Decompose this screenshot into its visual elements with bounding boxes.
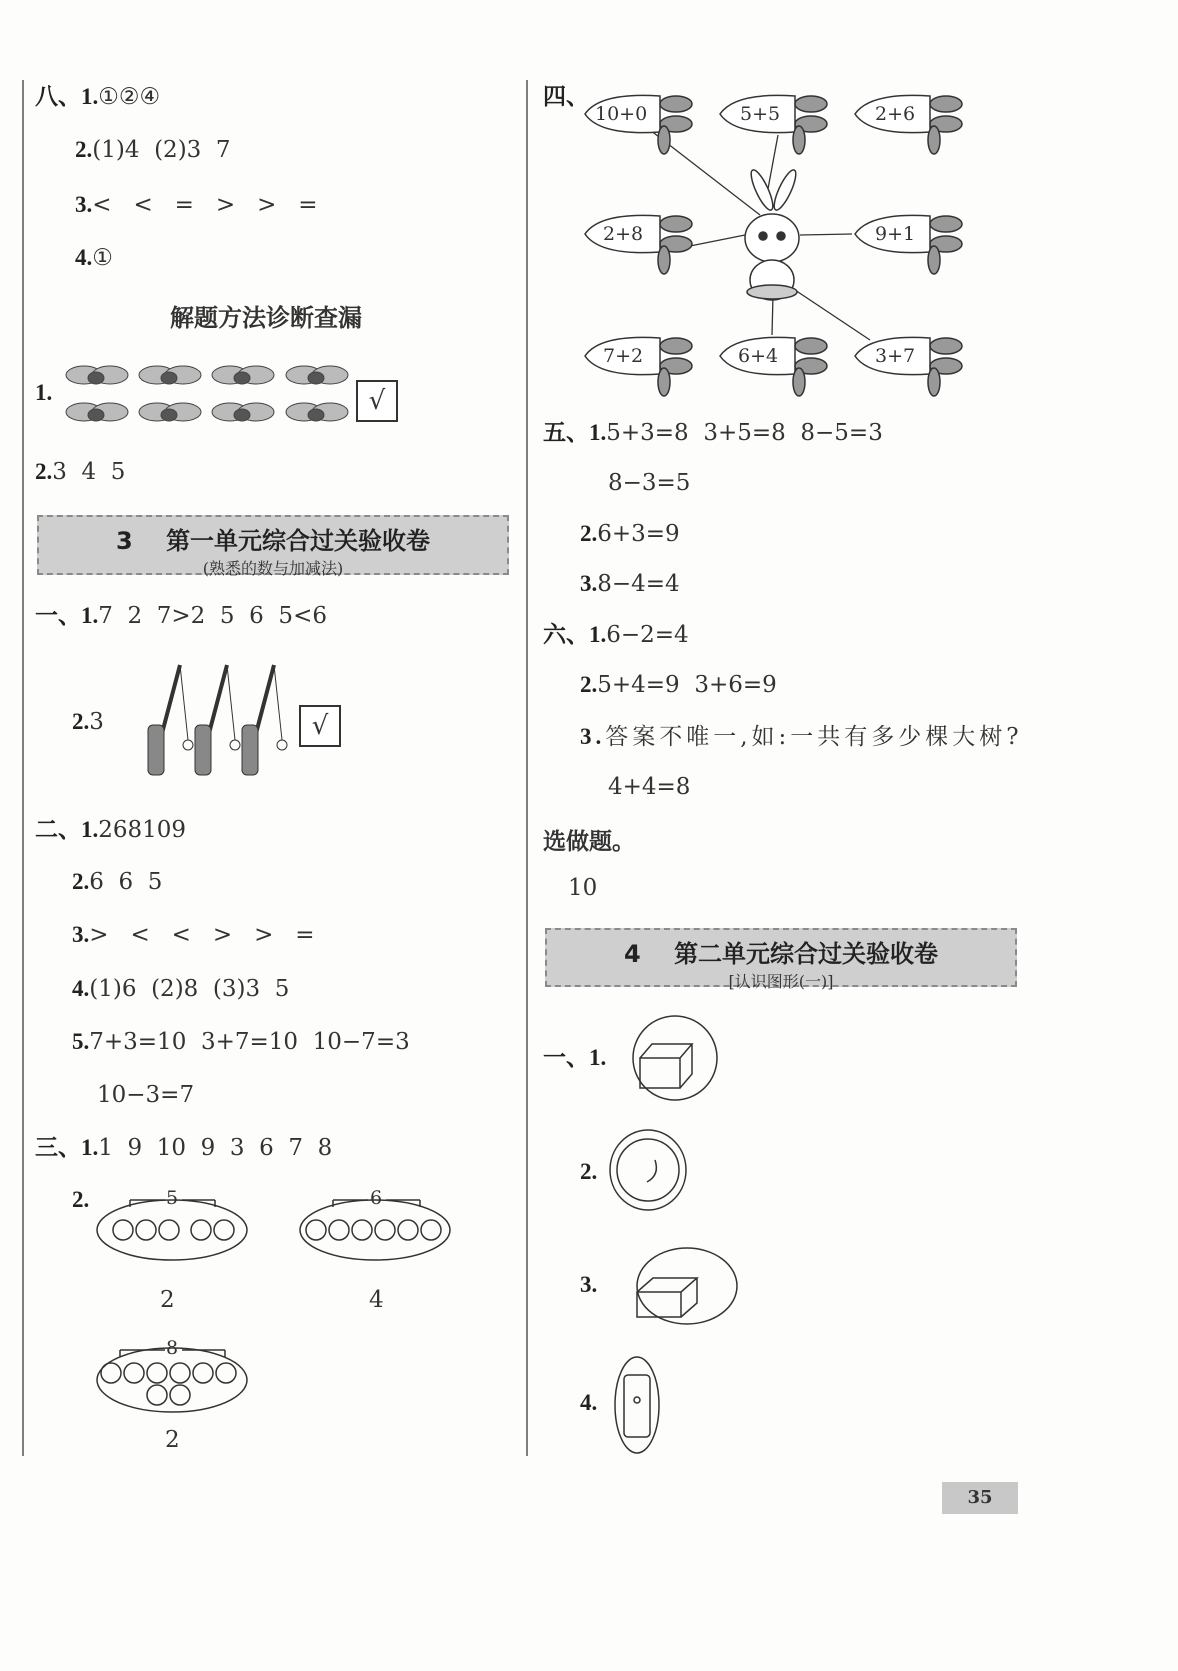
s5-q1-cont: 8−3=5 bbox=[608, 470, 691, 496]
q-label: 2. bbox=[72, 1187, 90, 1212]
unit1-banner bbox=[37, 515, 509, 578]
shapes-q3 bbox=[580, 1270, 597, 1300]
shapes-q4 bbox=[580, 1388, 597, 1418]
s8-q1 bbox=[35, 82, 160, 112]
s8-q3 bbox=[75, 190, 318, 220]
shapes-q2 bbox=[580, 1157, 597, 1187]
s2-q5-cont: 10−3=7 bbox=[97, 1082, 195, 1108]
unit2-banner bbox=[545, 928, 1017, 991]
s2-q3 bbox=[72, 920, 315, 950]
q-label: 2. bbox=[35, 459, 53, 484]
s4-label bbox=[543, 82, 589, 112]
answer: 3 bbox=[89, 709, 104, 735]
answer: 5+3=8 3+5=8 8−5=3 bbox=[606, 420, 883, 446]
diag-heading: 解题方法诊断查漏 bbox=[170, 304, 362, 332]
q-label: 2. bbox=[580, 672, 598, 697]
oval-bottom: 2 bbox=[160, 1287, 175, 1313]
banner-title: 第一单元综合过关验收卷 bbox=[166, 527, 431, 555]
banner-number: 4 bbox=[623, 940, 641, 968]
answer: < < = > > = bbox=[92, 192, 318, 218]
s3-q1 bbox=[35, 1133, 332, 1163]
rabbit-illustration bbox=[745, 168, 800, 300]
ovals bbox=[97, 1200, 450, 1412]
answer: 8−4=4 bbox=[597, 571, 680, 597]
optional-answer: 10 bbox=[568, 875, 598, 901]
s5-q3 bbox=[580, 569, 680, 599]
oval-top: 8 bbox=[166, 1337, 179, 1359]
answer: 7 2 7>2 5 6 5<6 bbox=[98, 603, 327, 629]
q-label: 4. bbox=[75, 245, 93, 270]
carrot-label: 6+4 bbox=[738, 345, 779, 367]
answer: ① bbox=[92, 245, 113, 271]
q-label: 二、1. bbox=[35, 817, 99, 842]
answer: 6−2=4 bbox=[606, 622, 689, 648]
q-label: 2. bbox=[72, 709, 90, 734]
q-label: 一、1. bbox=[543, 1045, 607, 1070]
answer: 1 9 10 9 3 6 7 8 bbox=[98, 1135, 333, 1161]
q-label: 3. bbox=[580, 1272, 598, 1297]
shapes bbox=[610, 1016, 737, 1453]
diag-q1 bbox=[35, 378, 52, 408]
q-label: 3. bbox=[580, 724, 606, 749]
q-label: 六、1. bbox=[543, 622, 607, 647]
q-label: 2. bbox=[580, 1159, 598, 1184]
optional-heading: 选做题。 bbox=[543, 829, 635, 855]
s6-q3-cont: 4+4=8 bbox=[608, 774, 691, 800]
q-label: 2. bbox=[72, 869, 90, 894]
carrot-label: 7+2 bbox=[603, 345, 644, 367]
s5-q1 bbox=[543, 418, 883, 448]
s6-q1 bbox=[543, 620, 689, 650]
s2-q1 bbox=[35, 815, 186, 845]
answer: (1)4 (2)3 7 bbox=[92, 137, 231, 163]
carrot-label: 10+0 bbox=[595, 103, 648, 125]
s6-q2 bbox=[580, 670, 777, 700]
q-label: 五、1. bbox=[543, 420, 607, 445]
banner-title: 第二单元综合过关验收卷 bbox=[674, 940, 939, 968]
q-label: 3. bbox=[72, 922, 90, 947]
answer: 268109 bbox=[98, 817, 187, 843]
carrot-label: 9+1 bbox=[875, 223, 916, 245]
s2-q2 bbox=[72, 867, 162, 897]
banner-number: 3 bbox=[115, 527, 133, 555]
carrot-label: 5+5 bbox=[740, 103, 781, 125]
check-box: √ bbox=[299, 705, 341, 747]
carrot-label: 3+7 bbox=[875, 345, 916, 367]
banner-subtitle: (熟悉的数与加减法) bbox=[202, 559, 344, 578]
q-label: 1. bbox=[35, 380, 53, 405]
answer: 6 6 5 bbox=[89, 869, 163, 895]
q-label: 三、1. bbox=[35, 1135, 99, 1160]
check-box: √ bbox=[356, 380, 398, 422]
q-label: 5. bbox=[72, 1029, 90, 1054]
answer: 5+4=9 3+6=9 bbox=[597, 672, 777, 698]
q-label: 一、1. bbox=[35, 603, 99, 628]
q-label: 2. bbox=[75, 137, 93, 162]
oval-bottom: 4 bbox=[369, 1287, 384, 1313]
s1-q2 bbox=[72, 707, 104, 737]
diag-q2 bbox=[35, 457, 125, 487]
answer: ①②④ bbox=[98, 84, 161, 110]
answer: 3 4 5 bbox=[52, 459, 126, 485]
q-label: 八、1. bbox=[35, 84, 99, 109]
answer: 答案不唯一,如:一共有多少棵大树? bbox=[605, 724, 1023, 750]
shoes-illustration bbox=[66, 366, 348, 421]
answer: 6+3=9 bbox=[597, 521, 680, 547]
q-label: 4. bbox=[580, 1390, 598, 1415]
answer: > < < > > = bbox=[89, 922, 315, 948]
oval-top: 5 bbox=[166, 1187, 179, 1209]
oval-bottom: 2 bbox=[165, 1427, 180, 1453]
s3-q2 bbox=[72, 1185, 89, 1215]
answer: 7+3=10 3+7=10 10−7=3 bbox=[89, 1029, 410, 1055]
page-number: 35 bbox=[942, 1482, 1018, 1514]
s6-q3 bbox=[580, 722, 1023, 752]
s5-q2 bbox=[580, 519, 680, 549]
fishing-rods-illustration bbox=[148, 665, 287, 775]
q-label: 3. bbox=[75, 192, 93, 217]
s2-q4 bbox=[72, 974, 289, 1004]
q-label: 3. bbox=[580, 571, 598, 596]
banner-subtitle: [认识图形(一)] bbox=[728, 972, 834, 991]
answer: (1)6 (2)8 (3)3 5 bbox=[89, 976, 290, 1002]
q-label: 2. bbox=[580, 521, 598, 546]
s8-q4 bbox=[75, 243, 113, 273]
oval-top: 6 bbox=[370, 1187, 383, 1209]
s1-q1 bbox=[35, 601, 327, 631]
carrot-label: 2+8 bbox=[603, 223, 644, 245]
q-label: 四、 bbox=[543, 84, 589, 109]
q-label: 4. bbox=[72, 976, 90, 1001]
s8-q2 bbox=[75, 135, 231, 165]
s2-q5 bbox=[72, 1027, 410, 1057]
carrot-label: 2+6 bbox=[875, 103, 916, 125]
shapes-q1 bbox=[543, 1043, 606, 1073]
